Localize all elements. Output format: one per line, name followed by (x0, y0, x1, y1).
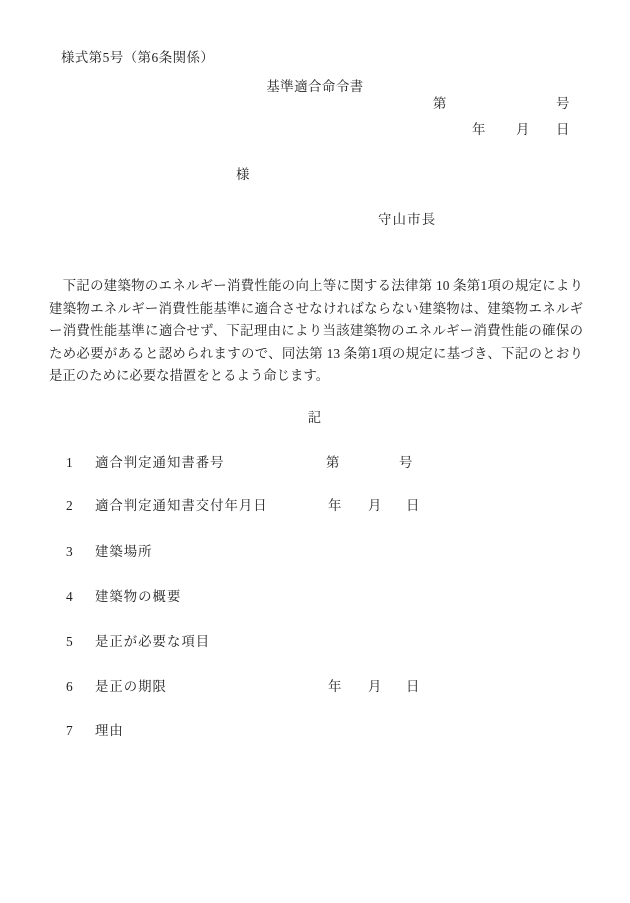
list-item-5 (0, 635, 630, 653)
item-label: 適合判定通知書番号 (95, 455, 225, 470)
issue-date-year-label: 年 (472, 122, 486, 137)
addressee-suffix: 様 (236, 167, 250, 182)
item-number: 5 (66, 634, 73, 649)
item-number: 2 (66, 498, 73, 513)
list-item-6 (0, 680, 630, 698)
item-field-year: 年 (328, 498, 342, 513)
item-number: 6 (66, 679, 73, 694)
issuer-name: 守山市長 (378, 212, 437, 227)
item-label: 是正の期限 (95, 679, 167, 694)
issue-date-month-label: 月 (516, 122, 530, 137)
item-number: 4 (66, 589, 73, 604)
list-item-2 (0, 499, 630, 517)
item-field-month: 月 (368, 498, 382, 513)
item-label: 適合判定通知書交付年月日 (95, 498, 268, 513)
list-item-1 (0, 456, 630, 474)
section-marker: 記 (307, 410, 323, 425)
item-number: 1 (66, 455, 73, 470)
item-field-suffix: 号 (399, 455, 413, 470)
item-number: 7 (66, 723, 73, 738)
item-field-day: 日 (406, 498, 420, 513)
item-label: 是正が必要な項目 (95, 634, 211, 649)
item-field-month: 月 (368, 679, 382, 694)
list-item-4 (0, 590, 630, 608)
doc-number-prefix: 第 (433, 96, 447, 111)
item-label: 建築物の概要 (95, 589, 182, 604)
list-item-7 (0, 724, 630, 742)
list-item-3 (0, 545, 630, 563)
item-field-day: 日 (406, 679, 420, 694)
document-title: 基準適合命令書 (266, 79, 364, 94)
item-number: 3 (66, 544, 73, 559)
issue-date-day-label: 日 (556, 122, 570, 137)
item-label: 理由 (95, 723, 124, 738)
doc-number-suffix: 号 (556, 96, 570, 111)
item-field-prefix: 第 (326, 455, 340, 470)
form-number: 様式第5号（第6条関係） (61, 50, 215, 65)
body-paragraph: 下記の建築物のエネルギー消費性能の向上等に関する法律第 10 条第1項の規定により建築物エネルギー消費性能基準に適合させなければならない建築物は、建築物エネルギー消費性能基準に適合せず、下記理由により当該建築物のエネルギー消費性能の確保のため必要があると認められますので、同法第 13 条第1項の規定に基づき、下記のとおり是正のために必要な措置をとるよう命じます。 (49, 278, 583, 383)
item-field-year: 年 (328, 679, 342, 694)
item-label: 建築場所 (95, 544, 153, 559)
